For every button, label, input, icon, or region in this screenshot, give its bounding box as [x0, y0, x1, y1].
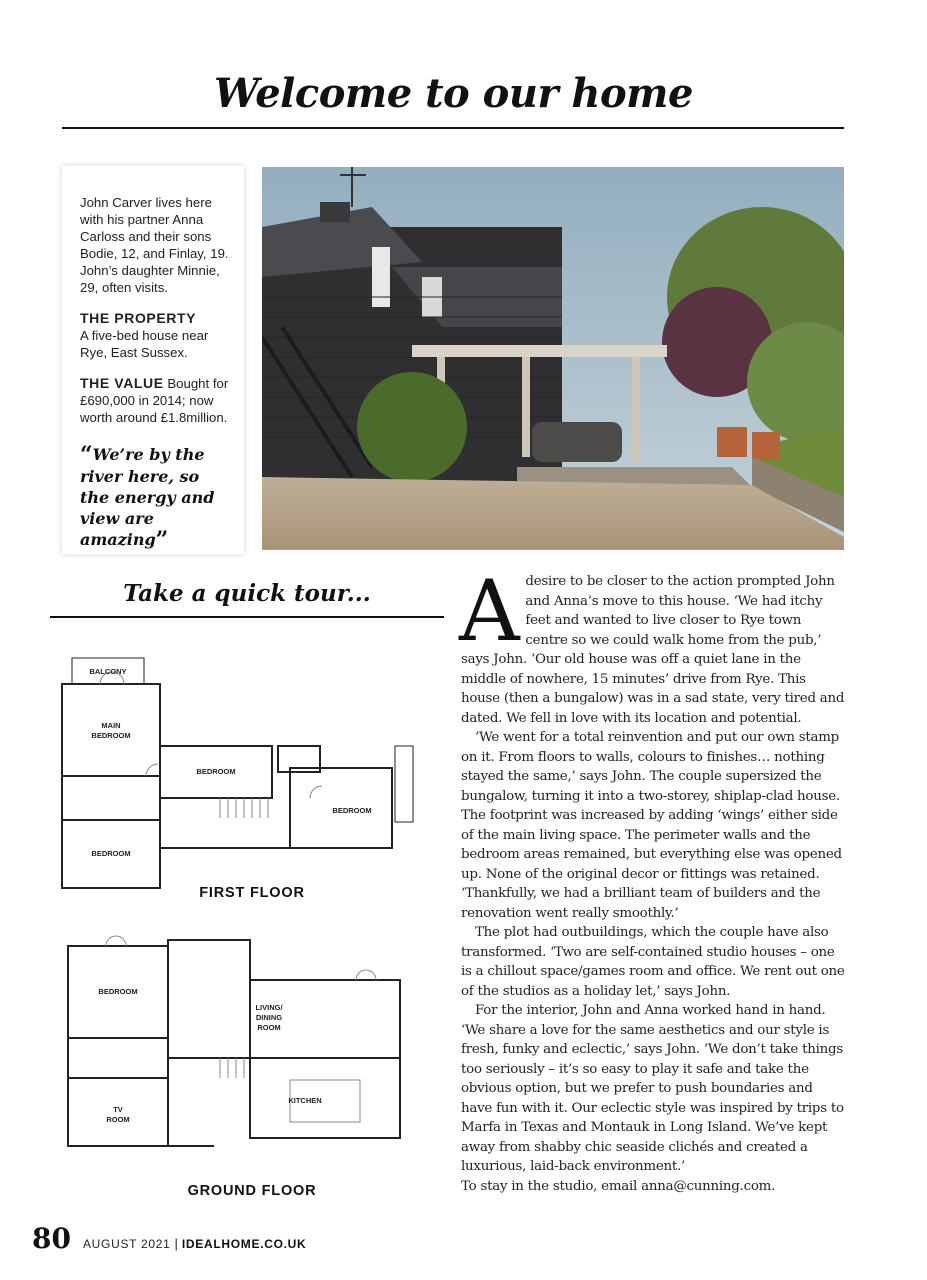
tour-title: Take a quick tour... — [123, 580, 371, 607]
value-text: Bought for £690,000 in 2014; now worth around £1.8million. — [80, 376, 229, 425]
room-label: BEDROOM — [98, 987, 138, 996]
room-label: BEDROOM — [332, 806, 372, 815]
room-label: BALCONY — [89, 667, 127, 676]
first-floor-label: FIRST FLOOR — [199, 885, 305, 901]
pull-quote — [80, 444, 230, 551]
page-title: Welcome to our home — [214, 70, 693, 117]
room-label: BEDROOM — [196, 767, 236, 776]
room-label: KITCHEN — [288, 1096, 322, 1105]
room-label: DINING — [255, 1013, 283, 1022]
room-label: MAIN — [101, 721, 121, 730]
room-label: LIVING/ — [255, 1003, 283, 1012]
article-paragraph: ‘We went for a total reinvention and put our own stamp on it. From floors to walls, colours to finishes… nothing stayed the same,’ says John. The couple supersized the bungalow, turning it into a two-storey, shiplap-clad house. The footprint was increased by adding ‘wings’ either side of the main living space. The perimeter walls and the bedroom areas remained, but everything else was opened up. None of the original decor or fittings was retained. ‘Thankfully, we had a brilliant team of builders and the renovation went really smoothly.’ — [461, 730, 842, 921]
quote-close-mark: ” — [155, 527, 169, 553]
info-card — [62, 166, 244, 554]
footer-separator: | — [174, 1236, 178, 1251]
property-block — [80, 310, 230, 361]
page-number: 80 — [32, 1222, 71, 1255]
first-floor-plan — [50, 650, 444, 900]
drop-cap: A — [459, 562, 520, 660]
title-rule — [62, 127, 844, 129]
house-photo — [262, 167, 844, 550]
room-label: BEDROOM — [91, 731, 131, 740]
tour-rule — [50, 616, 444, 618]
page-footer — [32, 1222, 306, 1254]
issue-date: AUGUST 2021 — [82, 1237, 171, 1251]
room-label: ROOM — [257, 1023, 281, 1032]
quote-open-mark: “ — [80, 442, 93, 468]
value-block — [80, 375, 230, 426]
quote-text: We’re by the river here, so the energy and view are amazing — [80, 445, 215, 549]
article-paragraph: To stay in the studio, email anna@cunning.com. — [461, 1178, 776, 1194]
room-label: BEDROOM — [91, 849, 131, 858]
intro-text: John Carver lives here with his partner Anna Carloss and their sons Bodie, 12, and Finlay, 19. John’s daughter Minnie, 29, often visits. — [80, 195, 229, 295]
article-paragraph: desire to be closer to the action prompted John and Anna’s move to this house. ‘We had itchy feet and wanted to live closer to Rye town centre so we could walk home from the pub,’ says John. ‘Our old house was off a quiet lane in the middle of nowhere, 15 minutes’ drive from Rye. This house (then a bungalow) was in a sad state, very tired and dated. We fell in love with its location and potential. — [461, 574, 845, 726]
ground-floor-plan — [50, 932, 444, 1172]
article-paragraph: The plot had outbuildings, which the couple have also transformed. ‘Two are self-contained studio houses – one is a chillout space/games room and office. We rent out one of the studios as a holiday let,’ says John. — [461, 925, 845, 999]
ground-floor-label: GROUND FLOOR — [187, 1183, 317, 1199]
property-text: A five-bed house near Rye, East Sussex. — [80, 328, 209, 360]
room-label: ROOM — [106, 1115, 130, 1124]
article-body — [459, 562, 845, 1196]
room-label: TV — [113, 1105, 123, 1114]
article-paragraph: For the interior, John and Anna worked hand in hand. ‘We share a love for the same aesthetics and our style is fresh, funky and eclectic,’ says John. ‘We don’t take things too seriously – it’s so easy to play it safe and take the obvious option, but we prefer to push boundaries and have fun with it. Our eclectic style was inspired by trips to Marfa in Texas and Montauk in Long Island. We’ve kept away from shabby chic seaside clichés and created a luxurious, laid-back environment.’ — [461, 1003, 844, 1174]
value-label: THE VALUE — [80, 375, 164, 391]
property-label: THE PROPERTY — [80, 310, 197, 326]
site-name: IDEALHOME.CO.UK — [181, 1237, 307, 1251]
